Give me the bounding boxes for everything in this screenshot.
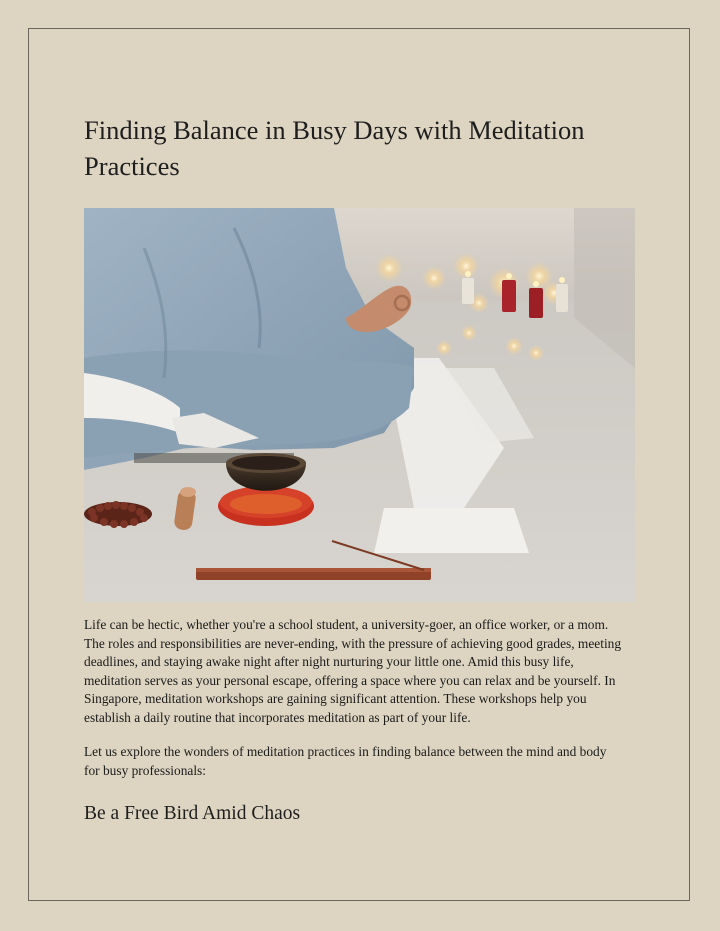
- section-heading: Be a Free Bird Amid Chaos: [84, 803, 301, 824]
- explore-paragraph: Let us explore the wonders of meditation practices in finding balance between the mind and body for busy professionals:: [84, 744, 607, 778]
- intro-paragraph: Life can be hectic, whether you're a school student, a university-goer, an office worker, or a mom. The roles and responsibilities are never-ending, with the pressure of achieving good grades, meeting deadlines, and staying awake night after night nurturing your little one. Amid this busy life, meditation serves as your personal escape, offering a space where you can relax and be yourself. In Singapore, meditation workshops are gaining significant attention. These workshops help you establish a daily routine that incorporates meditation as part of your life.: [84, 617, 622, 725]
- meditation-photo: [84, 208, 635, 602]
- document-title: Finding Balance in Busy Days with Meditation Practices: [84, 115, 585, 181]
